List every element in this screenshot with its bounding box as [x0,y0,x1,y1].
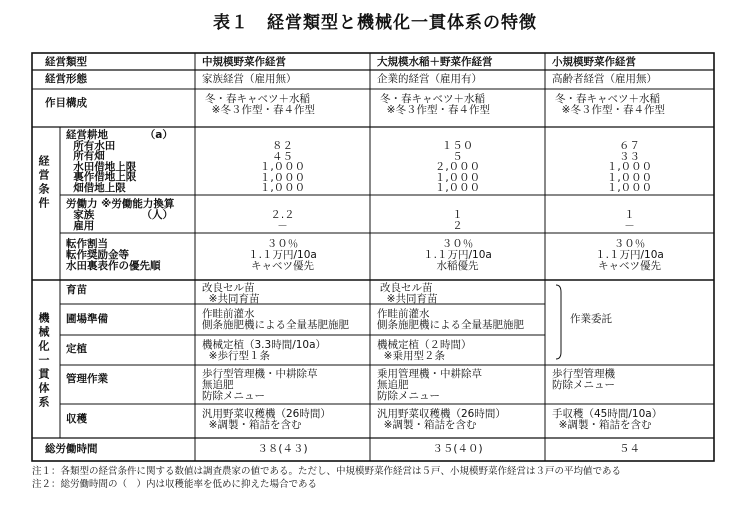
mech-label-harvest: 収穫 [66,413,87,425]
mech-label-field-prep: 圃場準備 [66,313,108,325]
land-labels: 経営耕地 （a） 所有水田 所有畑 水田借地上限 裏作借地上限 畑借地上限 [66,129,173,194]
labor-col1: ２.２ － [270,209,295,232]
mech-harvest-col2: 汎用野菜収穫機（26時間） ※調製・箱詰を含む [377,408,506,431]
other-col1: ３０％ １.１万円/10a キャベツ優先 [248,238,317,272]
mech-field-prep-col1: 作畦前灌水 側条施肥機による全量基肥施肥 [202,308,349,331]
other-labels: 転作割当 転作奨励金等 水田裏表作の優先順 [66,238,161,272]
crop-col3: 冬・春キャベツ＋水稲 ※冬３作型・春４作型 [555,93,665,116]
footnote-2: 注２：総労働時間の（ ）内は収穫能率を低めに抑えた場合である [32,479,318,490]
mech-label-management: 管理作業 [66,373,108,385]
labor-col3: １ － [624,209,635,232]
mech-management-col1: 歩行型管理機・中耕除草 無追肥 防除メニュー [202,368,318,402]
mech-management-col3: 歩行型管理機 防除メニュー [552,368,615,391]
crop-col2: 冬・春キャベツ＋水稲 ※冬３作型・春４作型 [380,93,490,116]
total-col3: ５４ [619,443,640,455]
mech-label-transplant: 定植 [66,343,87,355]
mgmt-form-col2: 企業的経営（雇用有） [377,73,482,85]
mgmt-form-col3: 高齢者経営（雇用無） [552,73,657,85]
land-col1: ８２ ４５ １,０００ １,０００ １,０００ [259,140,306,194]
mech-field-prep-col3: 作業委託 [570,313,612,325]
mgmt-form-col1: 家族経営（雇用無） [202,73,297,85]
header-type: 経営類型 [45,56,87,68]
land-col3: ６７ ３３ １,０００ １,０００ １,０００ [606,140,653,194]
mech-field-prep-col2: 作畦前灌水 側条施肥機による全量基肥施肥 [377,308,524,331]
total-col1: ３８(４３) [257,443,308,455]
total-label: 総労働時間 [45,443,98,455]
mechanization-group-label: 機械化一貫体系 [37,312,50,410]
table-title: 表１ 経営類型と機械化一貫体系の特徴 [213,13,537,33]
footnote-1: 注１：各類型の経営条件に関する数値は調査農家の値である。ただし、中規模野菜作経営は５戸、小規模野菜作経営は３戸の平均値である [32,466,622,477]
mech-seedling-col1: 改良セル苗 ※共同育苗 [202,282,260,305]
mech-transplant-col1: 機械定植（3.3時間/10a） ※歩行型１条 [202,339,327,362]
mech-label-seedling: 育苗 [66,284,87,296]
labor-col2: １ ２ [452,209,463,232]
other-col3: ３０％ １.１万円/10a キャベツ優先 [595,238,664,272]
other-col2: ３０％ １.１万円/10a 水稲優先 [423,238,492,272]
labor-labels: 労働力 ※労働能力換算 家族 （人） 雇用 [66,198,175,232]
conditions-group-label: 経営条件 [37,155,50,211]
mech-harvest-col3: 手収穫（45時間/10a） ※調製・箱詰を含む [552,408,663,431]
crop-col1: 冬・春キャベツ＋水稲 ※冬３作型・春４作型 [205,93,315,116]
land-col2: １５０ ５ ２,０００ １,０００ １,０００ [434,140,481,194]
header-col3: 小規模野菜作経営 [552,56,636,68]
header-col2: 大規模水稲＋野菜作経営 [377,56,493,68]
total-col2: ３５(４０) [432,443,483,455]
mgmt-form-label: 経営形態 [45,73,87,85]
crop-label: 作目構成 [45,97,87,109]
mech-transplant-col2: 機械定植（２時間） ※乗用型２条 [377,339,472,362]
header-col1: 中規模野菜作経営 [202,56,286,68]
mech-seedling-col2: 改良セル苗 ※共同育苗 [380,282,438,305]
mech-management-col2: 乗用管理機・中耕除草 無追肥 防除メニュー [377,368,482,402]
mech-harvest-col1: 汎用野菜収穫機（26時間） ※調製・箱詰を含む [202,408,331,431]
